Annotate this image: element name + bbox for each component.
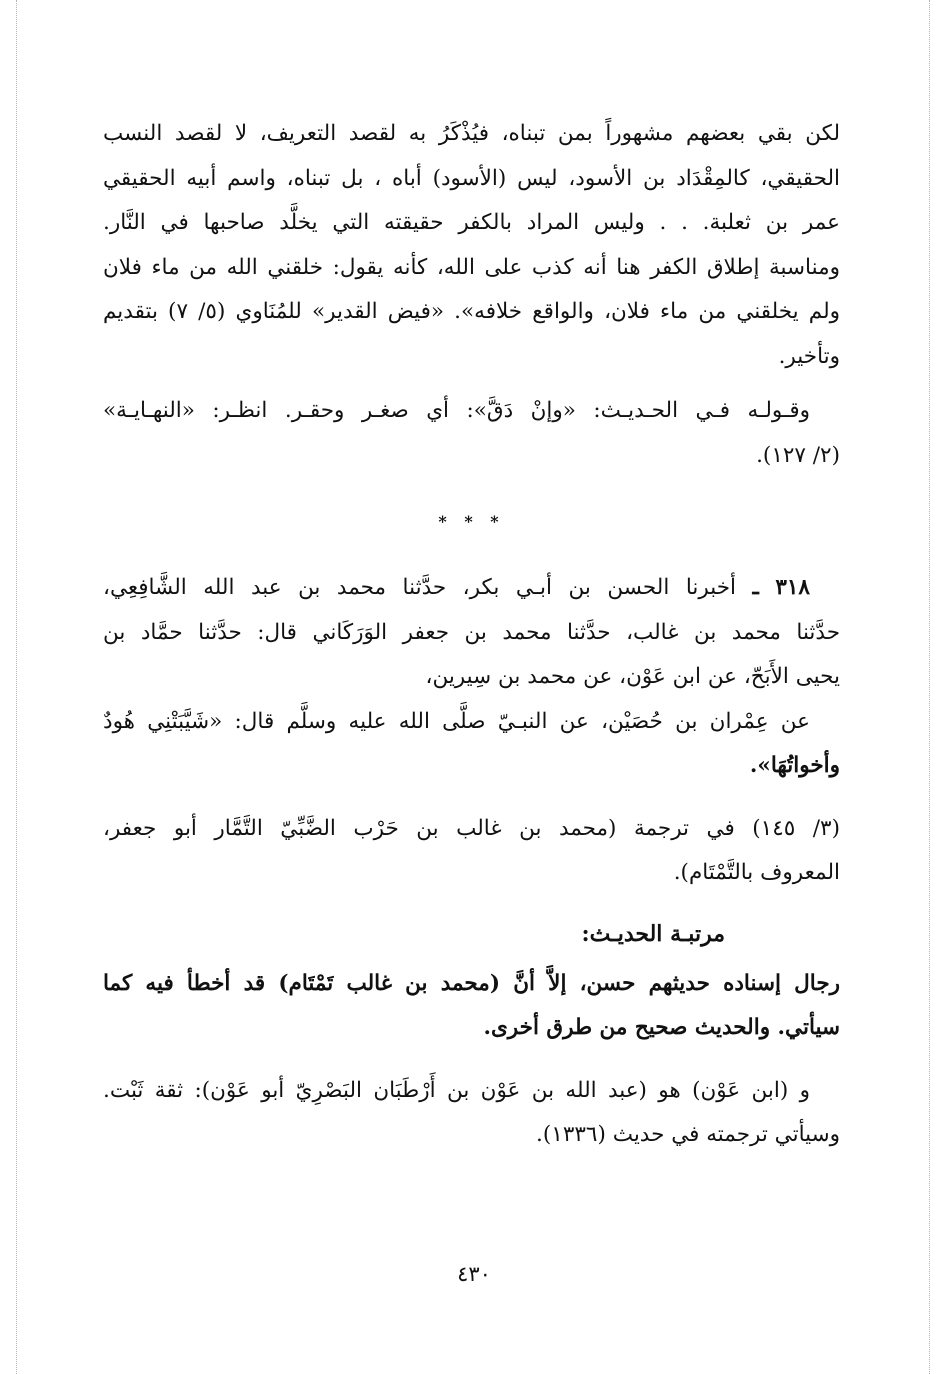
page-body [103, 112, 840, 1158]
margin-guide-right [929, 0, 930, 1374]
hadith-first-line [103, 566, 840, 611]
text-line: المعروف بالتَّمْتَام). [673, 860, 840, 885]
text-line: عمر بن ثعلبة. . . وليس المراد بالكفر حقيقته التي يخلَّد صاحبها في النَّار. [103, 210, 840, 235]
text-line: أخبرنا الحسن بن أبـي بكر، حدَّثنا محمد بن عبد الله الشَّافِعِي، [103, 575, 736, 600]
text-line: رجال إسناده حديثهم حسن، إلاَّ أنَّ (محمد بن غالب تَمْتَام) قد أخطأ فيه كما [103, 970, 840, 996]
narrator-bio [103, 1069, 840, 1158]
text-line: وقـولـه فـي الحـديـث: «وإنْ دَقَّ»: أي صغـر وحقـر. انظـر: «النهـايـة» [103, 398, 810, 423]
text-line: و (ابن عَوْن) هو (عبد الله بن عَوْن بن أَرْطَبَان البَصْرِيّ أبو عَوْن): ثقة ثَبْت. [103, 1077, 810, 1103]
narrator-note [103, 807, 840, 896]
text-line: يحيى الأَبَحّ، عن ابن عَوْن، عن محمد بن سِيرين، [425, 664, 840, 689]
margin-guide-left [16, 0, 17, 1374]
hadith-block [103, 566, 840, 789]
explanation-paragraph [103, 389, 840, 434]
text-line: عن عِمْران بن حُصَيْن، عن النبـيّ صلَّى الله عليه وسلَّم قال: «شَيَّبَتْنِي هُودٌ [103, 708, 810, 734]
section-separator: * * * [438, 512, 505, 531]
text-line: سيأتي. والحديث صحيح من طرق أخرى. [483, 1015, 840, 1040]
commentary-paragraph [103, 112, 840, 379]
text-line: وسيأتي ترجمته في حديث (١٣٣٦). [536, 1122, 840, 1147]
text-line: ولم يخلقني من ماء فلان، والواقع خلافه». «فيض القدير» للمُنَاوي (٥/ ٧) بتقديم [103, 299, 840, 324]
text-line: وتأخير. [778, 343, 840, 369]
text-line: (٢/ ١٢٧). [756, 442, 840, 468]
text-line: الحقيقي، كالمِقْدَاد بن الأسود، ليس (الأسود) أباه ، بل تبناه، واسم أبيه الحقيقي [103, 165, 840, 191]
section-heading: مرتبـة الحديـث: [581, 920, 725, 947]
text-line: (٣/ ١٤٥) في ترجمة (محمد بن غالب بن حَرْب الضَّبِّيّ التَّمَّار أبو جعفر، [103, 815, 840, 841]
text-line: وأخواتُهَا». [749, 753, 840, 778]
hadith-dash: ـ [752, 575, 759, 600]
text-line: لكن بقي بعضهم مشهوراً بمن تبناه، فيُذْكَرُ به لقصد التعريف، لا لقصد النسب [103, 121, 840, 146]
text-line: حدَّثنا محمد بن غالب، حدَّثنا محمد بن جعفر الوَرَكَاني قال: حدَّثنا حمَّاد بن [103, 619, 840, 645]
page-number: ٤٣٠ [457, 1262, 491, 1286]
text-line: ومناسبة إطلاق الكفر هنا أنه كذب على الله، كأنه يقول: خلقني الله من ماء فلان [103, 254, 840, 280]
rank-paragraph [103, 962, 840, 1051]
hadith-number: ٣١٨ [775, 575, 810, 600]
